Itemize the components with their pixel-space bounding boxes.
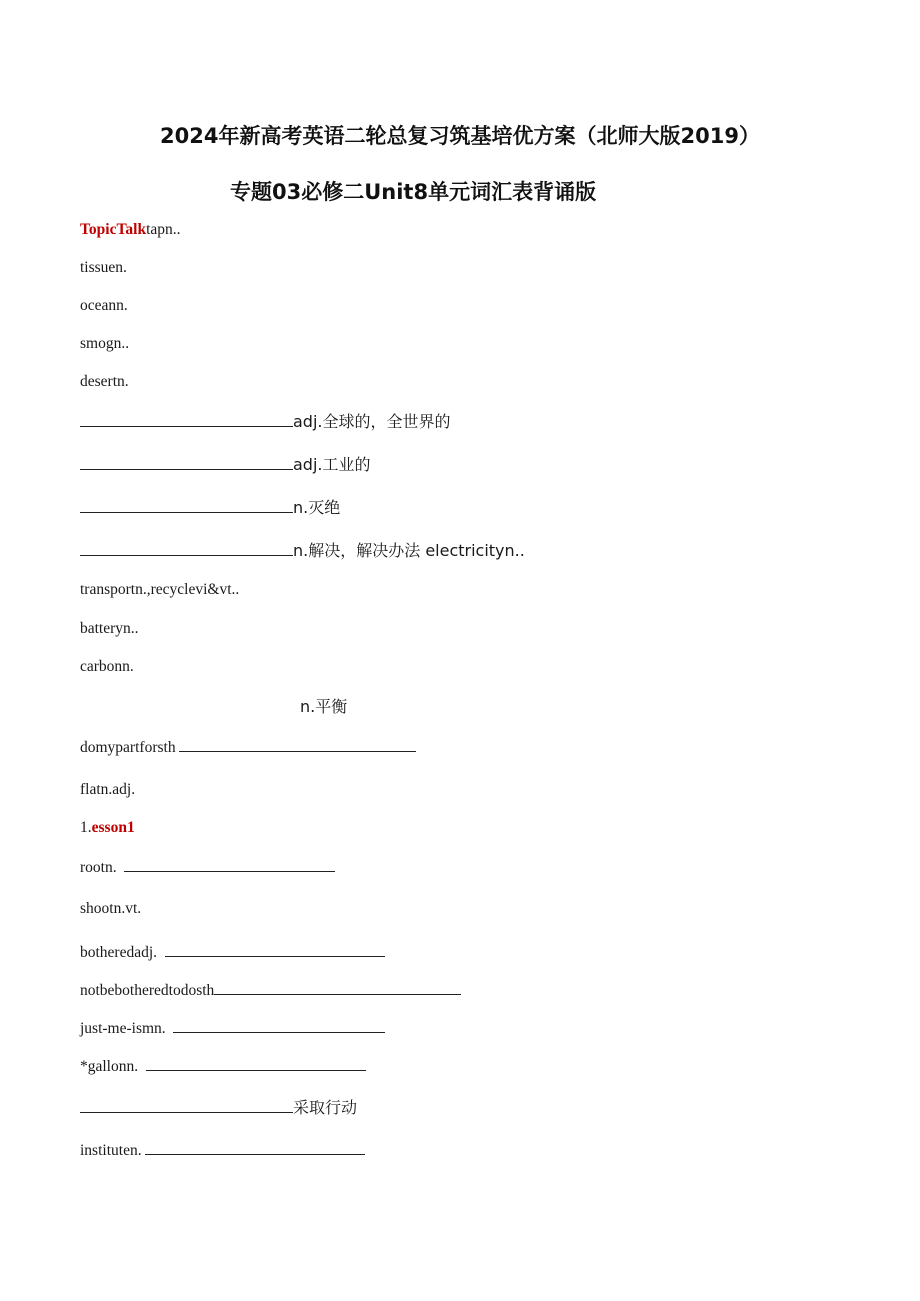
- vocab-entry-gallon: *gallonn.: [80, 1056, 366, 1077]
- vocab-entry-desert: desertn.: [80, 373, 129, 390]
- vocab-entry-just-me-ism: just-me-ismn.: [80, 1018, 385, 1039]
- vocab-entry-shoot: shootn.vt.: [80, 900, 142, 917]
- vocab-entry-ocean: oceann.: [80, 297, 128, 314]
- lesson-number: 1.: [80, 819, 92, 836]
- vocab-entry-carbon: carbonn.: [80, 658, 134, 675]
- vocab-entry-smog: smogn..: [80, 335, 130, 352]
- document-title: 2024年新高考英语二轮总复习筑基培优方案（北师大版2019）: [160, 124, 760, 148]
- topic-talk-line: [80, 220, 181, 240]
- vocab-entry-institute: instituten.: [80, 1140, 365, 1161]
- vocab-entry-bothered: botheredadj.: [80, 942, 385, 963]
- vocab-entry-global: adj.全球的，全世界的: [80, 412, 451, 433]
- answer-blank[interactable]: [179, 737, 416, 752]
- answer-blank[interactable]: [146, 1056, 366, 1071]
- document-subtitle: 专题03必修二Unit8单元词汇表背诵版: [230, 180, 597, 204]
- answer-blank[interactable]: [124, 857, 335, 872]
- vocab-entry-transport: transportn.,recyclevi&vt..: [80, 581, 240, 598]
- vocab-entry-battery: batteryn..: [80, 620, 139, 637]
- lesson1-line: [80, 818, 135, 838]
- answer-blank[interactable]: [173, 1018, 385, 1033]
- answer-blank[interactable]: [80, 455, 293, 470]
- vocab-entry-do-part: domypartforsth: [80, 737, 416, 758]
- vocab-entry-take-action: 采取行动: [80, 1098, 357, 1119]
- answer-blank[interactable]: [80, 541, 293, 556]
- answer-blank[interactable]: [80, 498, 293, 513]
- answer-blank[interactable]: [145, 1140, 365, 1155]
- answer-blank[interactable]: [165, 942, 385, 957]
- vocab-entry-balance: n.平衡: [300, 697, 348, 716]
- vocab-entry-industrial: adj.工业的: [80, 455, 371, 476]
- vocab-entry-solution: n.解决，解决办法 electricityn..: [80, 541, 525, 562]
- section-heading-topic-talk: TopicTalk: [80, 221, 147, 238]
- vocab-entry-extinction: n.灭绝: [80, 498, 340, 519]
- vocab-entry-tap: tapn..: [146, 221, 181, 238]
- section-heading-lesson1: esson1: [91, 819, 135, 836]
- answer-blank[interactable]: [80, 1098, 293, 1113]
- vocab-entry-tissue: tissuen.: [80, 259, 127, 276]
- vocab-entry-not-be-bothered: notbebotheredtodosth: [80, 980, 461, 1001]
- answer-blank[interactable]: [80, 412, 293, 427]
- vocab-entry-flat: flatn.adj.: [80, 781, 136, 798]
- answer-blank[interactable]: [214, 980, 461, 995]
- vocab-entry-root: rootn.: [80, 857, 335, 878]
